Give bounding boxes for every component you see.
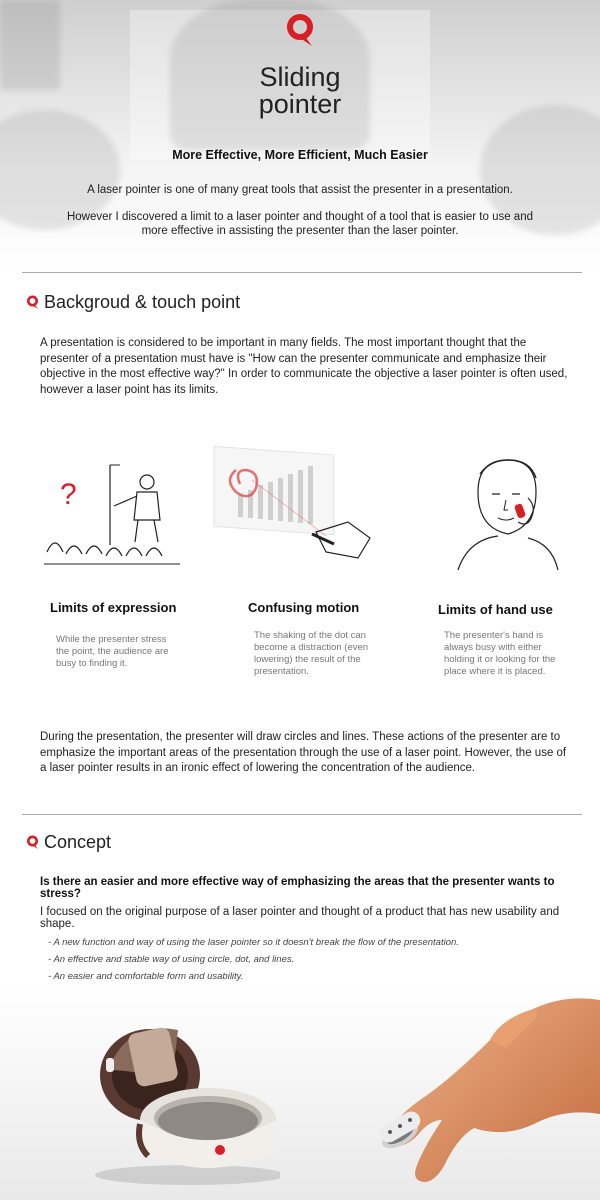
ring-pointer-product-image [80, 1000, 280, 1190]
concept-paragraph: I focused on the original purpose of a laser pointer and thought of a product that has new usability and shape. [40, 906, 560, 930]
list-item: - An easier and comfortable form and usability. [48, 971, 244, 982]
brand-logo-icon [286, 14, 314, 48]
column-title-hand-use: Limits of hand use [438, 602, 553, 617]
section-divider-1 [22, 272, 582, 273]
hero-banner [0, 0, 600, 272]
background-closing: During the presentation, the presenter will draw circles and lines. These actions of the presenter are to emphasize the important areas of the presentation through the use of a laser point. However, the use of a laser pointer results in an ironic effect of lowering the concentration of the audience. [40, 731, 567, 774]
section-title: Backgroud & touch point [44, 292, 241, 312]
background-heading [26, 292, 240, 313]
section-divider-2 [22, 814, 582, 815]
presenter-audience-illustration [42, 460, 182, 570]
section-bullet-icon [26, 835, 39, 850]
concept-bullet-list [48, 934, 459, 985]
page-title-line1: Sliding [259, 62, 341, 92]
background-paragraph: A presentation is considered to be important in many fields. The most important thought that the presenter of a presentation must have is "How can the presenter communicate and emphasize their objective in the most effective way?" In order to communicate the objective a laser pointer is often used, however a laser point has its limits. [40, 337, 568, 396]
column-title-motion: Confusing motion [248, 600, 360, 615]
page-title-line2: pointer [258, 89, 342, 119]
list-item: - An effective and stable way of using circle, dot, and lines. [48, 954, 295, 965]
intro-text-1: A laser pointer is one of many great tools that assist the presenter in a presentation. [87, 184, 513, 196]
list-item: - A new function and way of using the laser pointer so it doesn't break the flow of the presentation. [48, 937, 459, 948]
section-title: Concept [44, 832, 112, 852]
section-bullet-icon [26, 295, 39, 310]
concept-heading [26, 832, 111, 853]
laser-chart-illustration [208, 440, 378, 570]
tagline: More Effective, More Efficient, Much Easier [172, 148, 428, 162]
column-desc-expression: While the presenter stress the point, the audience are busy to finding it. [56, 634, 169, 669]
hand-use-illustration [448, 452, 568, 572]
intro-text-2: However I discovered a limit to a laser pointer and thought of a tool that is easier to use and more effective in assisting the presenter than the laser pointer. [66, 211, 533, 237]
concept-question: Is there an easier and more effective way of emphasizing the areas that the presenter wants to stress? [40, 876, 555, 900]
svg-text:?: ? [60, 478, 77, 511]
column-desc-motion: The shaking of the dot can become a distraction (even lowering) the result of the presentation. [254, 630, 369, 677]
column-desc-hand-use: The presenter's hand is always busy with either holding it or looking for the place where it is placed. [444, 630, 556, 677]
column-title-expression: Limits of expression [50, 600, 177, 615]
hand-wearing-ring-image [360, 990, 600, 1190]
